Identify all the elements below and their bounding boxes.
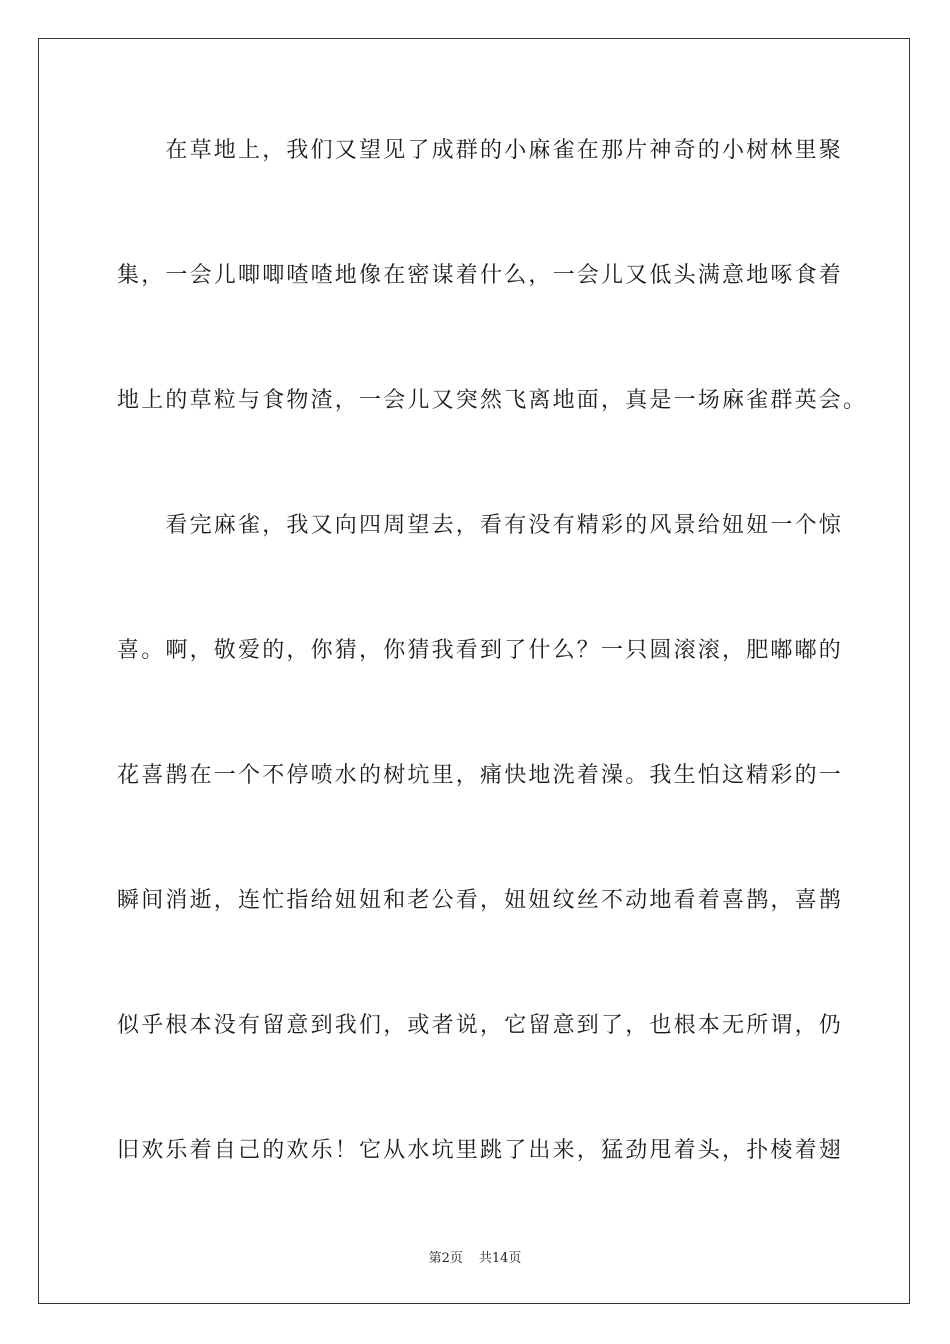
text-line: 集，一会儿唧唧喳喳地像在密谋着什么，一会儿又低头满意地啄食着 xyxy=(117,263,844,288)
page-border xyxy=(38,38,910,1304)
text-line: 瞬间消逝，连忙指给妞妞和老公看，妞妞纹丝不动地看着喜鹊，喜鹊 xyxy=(117,888,844,913)
text-line: 花喜鹊在一个不停喷水的树坑里，痛快地洗着澡。我生怕这精彩的一 xyxy=(117,763,844,788)
page-footer xyxy=(0,1247,950,1266)
total-pages: 共14页 xyxy=(478,1251,522,1266)
text-line: 地上的草粒与食物渣，一会儿又突然飞离地面，真是一场麻雀群英会。 xyxy=(117,388,868,413)
text-line: 喜。啊，敬爱的，你猜，你猜我看到了什么？一只圆滚滚，肥嘟嘟的 xyxy=(117,638,844,663)
text-line: 在草地上，我们又望见了成群的小麻雀在那片神奇的小树林里聚 xyxy=(117,138,844,163)
text-line: 似乎根本没有留意到我们，或者说，它留意到了，也根本无所谓，仍 xyxy=(117,1013,844,1038)
page-number: 第2页 xyxy=(428,1251,463,1266)
text-line: 看完麻雀，我又向四周望去，看有没有精彩的风景给妞妞一个惊 xyxy=(117,513,844,538)
text-line: 旧欢乐着自己的欢乐！它从水坑里跳了出来，猛劲甩着头，扑棱着翅 xyxy=(117,1138,844,1163)
